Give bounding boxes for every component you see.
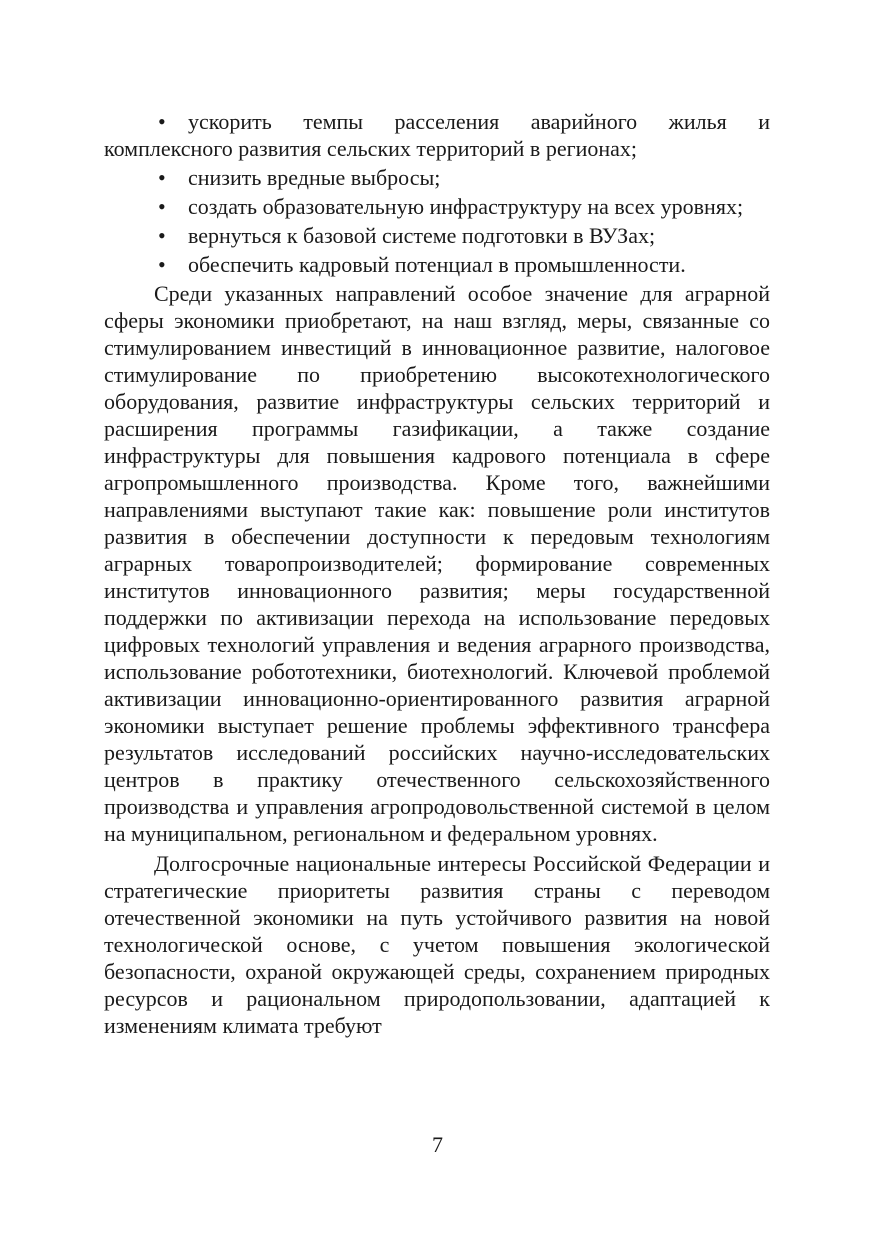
bullet-icon: • xyxy=(158,109,166,134)
bullet-icon: • xyxy=(158,252,166,277)
bullet-text: вернуться к базовой системе подготовки в ВУЗах; xyxy=(188,223,656,248)
paragraph: Среди указанных направлений особое значение для аграрной сферы экономики приобретают, на наш взгляд, меры, связанные со стимулированием инвестиций в инновационное развитие, налоговое стимулирование по приобретению высокотехнологического оборудования, развитие инфраструктуры сельских территорий и расширения программы газификации, а также создание инфраструктуры для повышения кадрового потенциала в сфере агропромышленного производства. Кроме того, важнейшими направлениями выступают такие как: повышение роли институтов развития в обеспечении доступности к передовым технологиям аграрных товаропроизводителей; формирование современных институтов инновационного развития; меры государственной поддержки по активизации перехода на использование передовых цифровых технологий управления и ведения аграрного производства, использование робототехники, биотехнологий. Ключевой проблемой активизации инновационно-ориентированного развития аграрной экономики выступает решение проблемы эффективного трансфера результатов исследований российских научно-исследовательских центров в практику отечественного сельскохозяйственного производства и управления агропродовольственной системой в целом на муниципальном, региональном и федеральном уровнях. xyxy=(104,281,770,846)
bullet-item xyxy=(104,251,770,278)
bullet-text: создать образовательную инфраструктуру на всех уровнях; xyxy=(188,194,744,219)
page-number: 7 xyxy=(432,1132,443,1157)
bullet-text: снизить вредные выбросы; xyxy=(188,165,441,190)
bullet-text: обеспечить кадровый потенциал в промышленности. xyxy=(188,252,686,277)
bullet-icon: • xyxy=(158,194,166,219)
bullet-icon: • xyxy=(158,223,166,248)
bullet-item xyxy=(104,193,770,220)
page-body xyxy=(104,108,770,1042)
bullet-icon: • xyxy=(158,165,166,190)
bullet-text: ускорить темпы расселения аварийного жилья и комплексного развития сельских территорий в регионах; xyxy=(104,109,770,161)
bullet-item xyxy=(104,108,770,162)
bullet-item xyxy=(104,164,770,191)
bullet-list xyxy=(104,108,770,278)
bullet-item xyxy=(104,222,770,249)
paragraph: Долгосрочные национальные интересы Российской Федерации и стратегические приоритеты развития страны с переводом отечественной экономики на путь устойчивого развития на новой технологической основе, с учетом повышения экологической безопасности, охраной окружающей среды, сохранением природных ресурсов и рациональном природопользовании, адаптацией к изменениям климата требуют xyxy=(104,851,770,1038)
